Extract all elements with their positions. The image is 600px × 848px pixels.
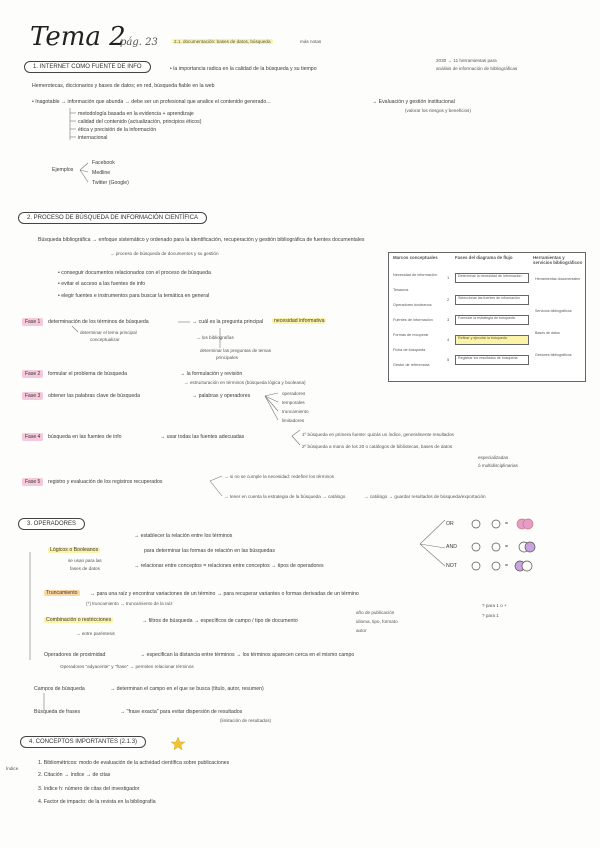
bool-eq: = [505,544,509,550]
diagram-phase: Refinar y ejecutar la búsqueda [455,335,529,345]
diagram-left-item: Tesauros [393,288,409,292]
section-3-heading: 3. OPERADORES [18,518,85,530]
diagram-left-item: Gestor de referencias [393,363,430,367]
bool-eq: = [505,563,509,569]
phase-1-highlight: necesidad informativa [274,318,325,324]
top-right-note-1: 2030 → 11 herramientas para [436,58,497,63]
section-1-heading: 1. INTERNET COMO FUENTE DE INFO [24,61,151,73]
phase-1-arrow2: principales [216,355,238,360]
diagram-col3: Herramientas y servicios bibliográficos [533,255,583,265]
booleanos-label: Lógicos o Booleanos [50,547,99,553]
star-icon [171,737,185,750]
s2-line1: Búsqueda bibliográfica → enfoque sistemático y ordenado para la identificación, recuperación y gestión bibliográfica de fuentes documentales [38,237,365,243]
concept-item: 1. Bibliométricos: modo de evaluación de la actividad científica sobre publicaciones [38,760,230,766]
campos-text: → determinan el campo en el que se busca (título, autor, resumen) [110,686,264,692]
campos-label: Campos de búsqueda [34,686,85,692]
phase-3-text: obtener las palabras clave de búsqueda [48,393,140,399]
section-4-heading: 4. CONCEPTOS IMPORTANTES (2.1.3) [20,736,146,748]
phase-number: 4 [447,337,450,342]
diagram-left-item: Formas de recuperar [393,333,429,337]
phase-5-note: → tener en cuenta la estrategia de la búsqueda → catálogo [224,494,346,499]
s2-pre-item: • elegir fuentes e instrumentos para buscar la temática en general [58,293,210,299]
truncamiento-label: Truncamiento [46,590,78,596]
phase-number: 2 [447,297,450,302]
limit-sub: (limitación de resultados) [220,718,272,723]
phase-2-text: formular el problema de búsqueda [48,371,128,377]
phase-4-tag: Fase 4 [22,433,43,441]
concept-item: 3. índice h: número de citas del investigador [38,786,140,792]
diagram-phase: Formular la estrategia de búsqueda [455,315,529,325]
diagram-right-item: Herramientas documentales [535,277,580,281]
s1-ejemplo: Twitter (Google) [92,180,129,186]
diagram-phase: Registrar los resultados de búsqueda [455,355,529,365]
s1-sub-item: internacional [78,135,108,141]
booleanos-line: → establecer la relación entre los términos [134,533,233,539]
phase-5-note: → catálogo → guardar resultados de búsqueda/exportación [364,494,486,499]
diagram-col1: Marcos conceptuales [393,255,438,260]
s1-sub-item: calidad del contenido (actualización, principios éticos) [78,119,202,125]
s1-ejemplo: Medline [92,170,111,176]
diagram-left-item: Ficha de búsqueda [393,348,426,352]
booleanos-sub: fases de datos [70,566,100,571]
concept-item: 4. Factor de impacto: de la revista en la bibliografía [38,799,156,805]
diagram-right-item: Servicios bibliográficos [535,309,572,313]
truncamiento-text: → para una raíz y encontrar variaciones de un término → para recuperar variantes o formas derivadas de un término [90,591,359,597]
proximidad-text: → especifican la distancia entre términos → los términos aparecen cerca en el mismo campo [140,652,355,658]
phase-4-note: 1º búsqueda en primera fuente: quizás un índice, generalmente resultados [302,432,454,437]
s2-line1b: → proceso de búsqueda de documentos y su gestión [110,251,219,256]
combinacion-item: idioma, tipo, formato [356,619,398,624]
phase-number: 1 [447,275,450,280]
s1-bullet-arrow: → Evaluación y gestión institucional [372,99,455,105]
proximidad-label: Operadores de proximidad [44,652,106,658]
booleanos-line: para determinar las formas de relación en las búsquedas [144,548,275,554]
diagram-phase: Seleccionar las fuentes de información [455,295,529,305]
header-extra: más notas [300,39,322,44]
phase-2-sub: → estructuración en términos (búsqueda lógica y booleana) [184,380,306,385]
booleanos-line: → relacionar entre conceptos = relaciones entre conceptos → tipos de operadores [134,563,324,569]
phase-3-list-item: limitadores [282,418,305,423]
bool-op-or: OR [446,521,454,527]
phase-4-arrow: → usar todas las fuentes adecuadas [160,434,245,440]
phase-5-text: registro y evaluación de los registros recuperados [48,479,163,485]
phase-4-text: búsqueda en las fuentes de info [48,434,122,440]
top-right-note-2: análisis de información de bibliográficas [436,66,518,71]
combinacion-item: año de publicación [356,610,395,615]
s1-ejemplo: Facebook [92,160,115,166]
phase-2-tag: Fase 2 [22,370,43,378]
phase-1-text: determinación de los términos de búsqueda [48,319,149,325]
phase-1-arrow2: determinar las preguntas de temas [200,348,271,353]
phase-number: 5 [447,357,450,362]
concept-item: 2. Citación → índice → de citas [38,772,111,778]
s1-bullet-arrow-sub: (valorar los riesgos y beneficios) [405,108,471,113]
s2-pre-item: • evitar el acceso a las fuentes de info [58,281,146,287]
diagram-left-item: Fuentes de información [393,318,433,322]
truncamiento-sub: (*) truncamiento → truncamiento de la raíz [86,601,173,606]
phase-2-arrow: → la formulación y revisión [180,371,243,377]
diagram-left-item: Operadores booleanos [393,303,432,307]
phase-3-tag: Fase 3 [22,392,43,400]
s1-bullet-main: • Inagotable → información que abunda → debe ser un profesional que analice el contenido generado... [32,99,271,105]
header-tagline: 2.1. documentación: bases de datos, búsqueda [174,39,271,44]
combinacion-sub: → entre paréntesis [76,631,115,636]
phase-4-end: especializadas [478,455,509,460]
diagram-left-item: Necesidad de información [393,273,437,277]
diagram-phase: Determinar la necesidad de información [455,273,529,283]
phase-1-sub: determinar el tema principal [80,330,137,335]
combinacion-text: → filtros de búsqueda → específicos de campo / tipo de documento [142,618,298,624]
phase-1-sub: conceptualizar [90,337,120,342]
s1-sub-item: metodología basada en la evidencia + aprendizaje [78,111,194,117]
bool-eq: = [505,521,509,527]
s1-ejemplos-label: Ejemplos [52,167,74,173]
phase-3-list-item: operadores [282,391,306,396]
phase-1-arrow: → cuál es la pregunta principal [192,319,264,325]
phase-3-arrow: → palabras y operadores [192,393,251,399]
phase-1-arrow2: → los bibliografías [196,335,234,340]
combinacion-label: Combinación o restricciones [46,617,112,623]
limit-label: Búsqueda de frases [34,709,81,715]
phase-5-tag: Fase 5 [22,478,43,486]
limit-text: → "frase exacta" para evitar dispersión de resultados [120,709,243,715]
venn-icons [472,519,535,571]
s1-line2: Hemerotecas, diccionarios y bases de datos; en red, búsqueda fiable en la web [32,83,215,89]
truncamiento-example: ? para 1 [482,613,499,618]
s2-pre-item: • conseguir documentos relacionados con el proceso de búsqueda [58,270,211,276]
bool-op-and: AND [446,544,457,550]
booleanos-sub: se usan para las [68,558,102,563]
phase-number: 3 [447,317,450,322]
diagram-right-item: Gestores bibliográficos [535,353,572,357]
phase-3-list-item: temporales [282,400,305,405]
page-title: Tema 2 [30,22,126,52]
phase-1-tag: Fase 1 [22,318,43,326]
bool-op-not: NOT [446,563,457,569]
diagram-right-item: Bases de datos [535,331,560,335]
margin-note: Índice [6,766,19,771]
proximidad-sub: Operadores "adyacente" y "frase" → permiten relacionar términos [60,664,194,669]
diagram-col2: Fases del diagrama de flujo [455,255,513,260]
phase-4-end: ó multidisciplinarias [478,463,518,468]
section-2-heading: 2. PROCESO DE BÚSQUEDA DE INFORMACIÓN CIENTÍFICA [18,212,207,224]
page-reference: pág. 23 [120,37,158,48]
truncamiento-example: ? para 1 o + [482,603,507,608]
s1-sub-item: ética y precisión de la información [78,127,157,133]
flow-diagram [388,252,586,382]
phase-4-note: 2º búsqueda a mano de los 20 o catálogos de bibliotecas, bases de datos [302,444,453,449]
phase-3-list-item: truncamiento [282,409,309,414]
combinacion-item: autor [356,628,367,633]
phase-5-note: → si no se cumple la necesidad: redefinir los términos [224,474,335,479]
s1-intro: • la importancia radica en la calidad de la búsqueda y su tiempo [170,66,317,72]
